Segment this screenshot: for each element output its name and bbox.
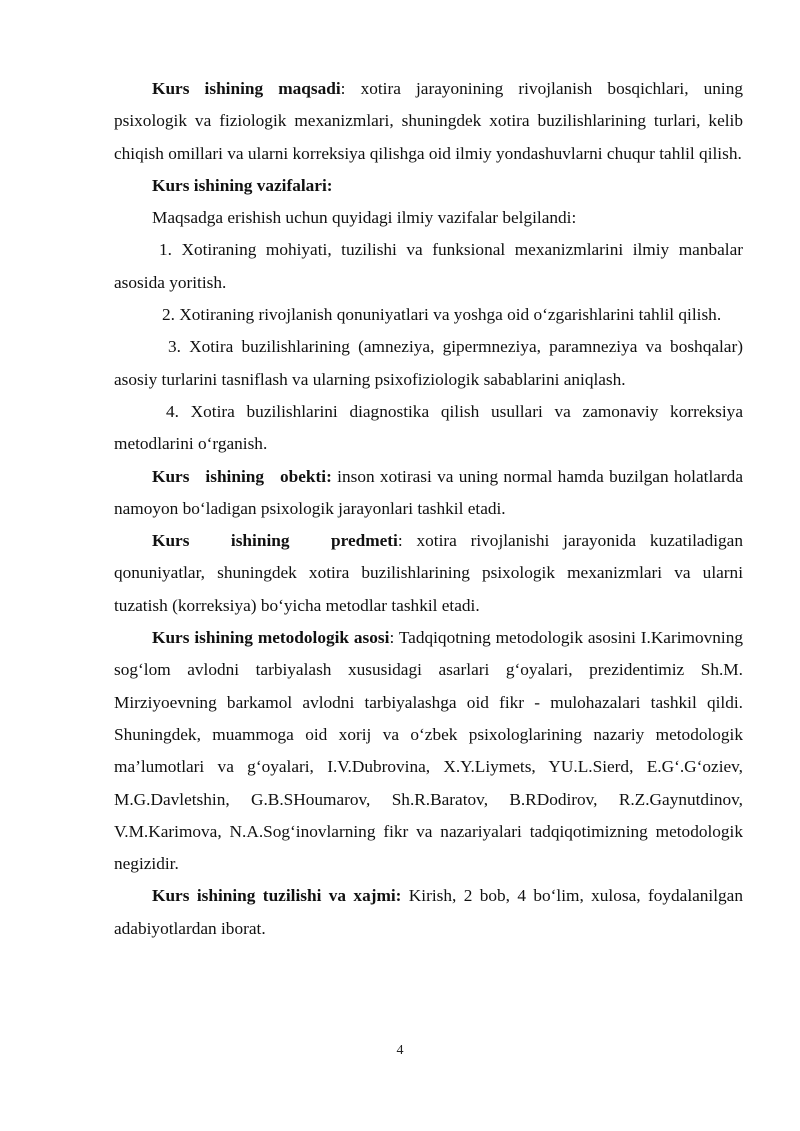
predmet-text: : xotira rivojlanishi jarayonida kuzatiladigan qonuniyatlar, shuningdek xotira buzilishlarining psixologik mexanizmlari va ularni tuzatish (korreksiya) bo‘yicha metodlar tashkil etadi. bbox=[114, 531, 743, 615]
page-number: 4 bbox=[396, 1043, 404, 1058]
metodologik-label: Kurs ishining metodologik asosi bbox=[152, 628, 390, 648]
tuzilishi-label: Kurs ishining tuzilishi va xajmi: bbox=[152, 886, 402, 906]
vazifa-item-4: 4. Xotira buzilishlarini diagnostika qilish usullari va zamonaviy korreksiya metodlarini o‘rganish. bbox=[114, 401, 743, 454]
vazifa-item-3: 3. Xotira buzilishlarining (amneziya, gipermneziya, paramneziya va boshqalar) asosiy turlarini tasniflash va ularning psixofiziologik sabablarini aniqlash. bbox=[114, 337, 743, 389]
obekt-text: inson xotirasi va uning normal hamda buzilgan holatlarda namoyon bo‘ladigan psixologik jarayonlari tashkil etadi. bbox=[114, 466, 743, 518]
vazifa-item-1: 1. Xotiraning mohiyati, tuzilishi va funksional mexanizmlarini ilmiy manbalar asosida yoritish. bbox=[114, 240, 743, 292]
tuzilishi-text: Kirish, 2 bob, 4 bo‘lim, xulosa, foydalanilgan adabiyotlardan iborat. bbox=[114, 886, 743, 938]
paragraph-predmet bbox=[114, 525, 743, 622]
predmet-label: Kurs ishining predmeti bbox=[152, 531, 398, 551]
maqsad-text: : xotira jarayonining rivojlanish bosqichlari, uning psixologik va fiziologik mexanizmlari, shuningdek xotira buzilishlarining turlari, kelib chiqish omillari va ularni korreksiya qilishga oid ilmiy yondashuvlarni chuqur tahlil qilish. bbox=[114, 79, 743, 163]
paragraph-obekt bbox=[114, 461, 743, 526]
metodologik-text: : Tadqiqotning metodologik asosini I.Karimovning sog‘lom avlodni tarbiyalash xususidagi asarlari g‘oyalari, prezidentimiz Sh.M. Mirziyoevning barkamol avlodni tarbiyalashga oid fikr - mulohazalari tashkil qildi. Shuningdek, muammoga oid xorij va o‘zbek psixologlarining nazariy metodologik ma’lumotlari va g‘oyalari, I.V.Dubrovina, X.Y.Liymets, YU.L.Sierd, E.G‘.G‘oziev, M.G.Davletshin, G.B.SHoumarov, Sh.R.Baratov, B.RDodirov, R.Z.Gaynutdinov, V.M.Karimova, N.A.Sog‘inovlarning fikr va nazariyalari tadqiqotimizning metodologik negizidir. bbox=[114, 628, 743, 874]
vazifalar-heading bbox=[114, 170, 743, 202]
obekt-label: Kurs ishining obekti: bbox=[152, 466, 332, 486]
vazifa-item-2: 2. Xotiraning rivojlanish qonuniyatlari va yoshga oid o‘zgarishlarini tahlil qilish. bbox=[162, 305, 722, 325]
vazifalar-heading-text: Kurs ishining vazifalari: bbox=[152, 175, 333, 195]
paragraph-maqsad bbox=[114, 73, 743, 170]
vazifalar-intro: Maqsadga erishish uchun quyidagi ilmiy vazifalar belgilandi: bbox=[152, 208, 577, 228]
maqsad-label: Kurs ishining maqsadi bbox=[152, 79, 341, 98]
paragraph-tuzilishi bbox=[114, 880, 743, 945]
paragraph-metodologik bbox=[114, 622, 743, 880]
